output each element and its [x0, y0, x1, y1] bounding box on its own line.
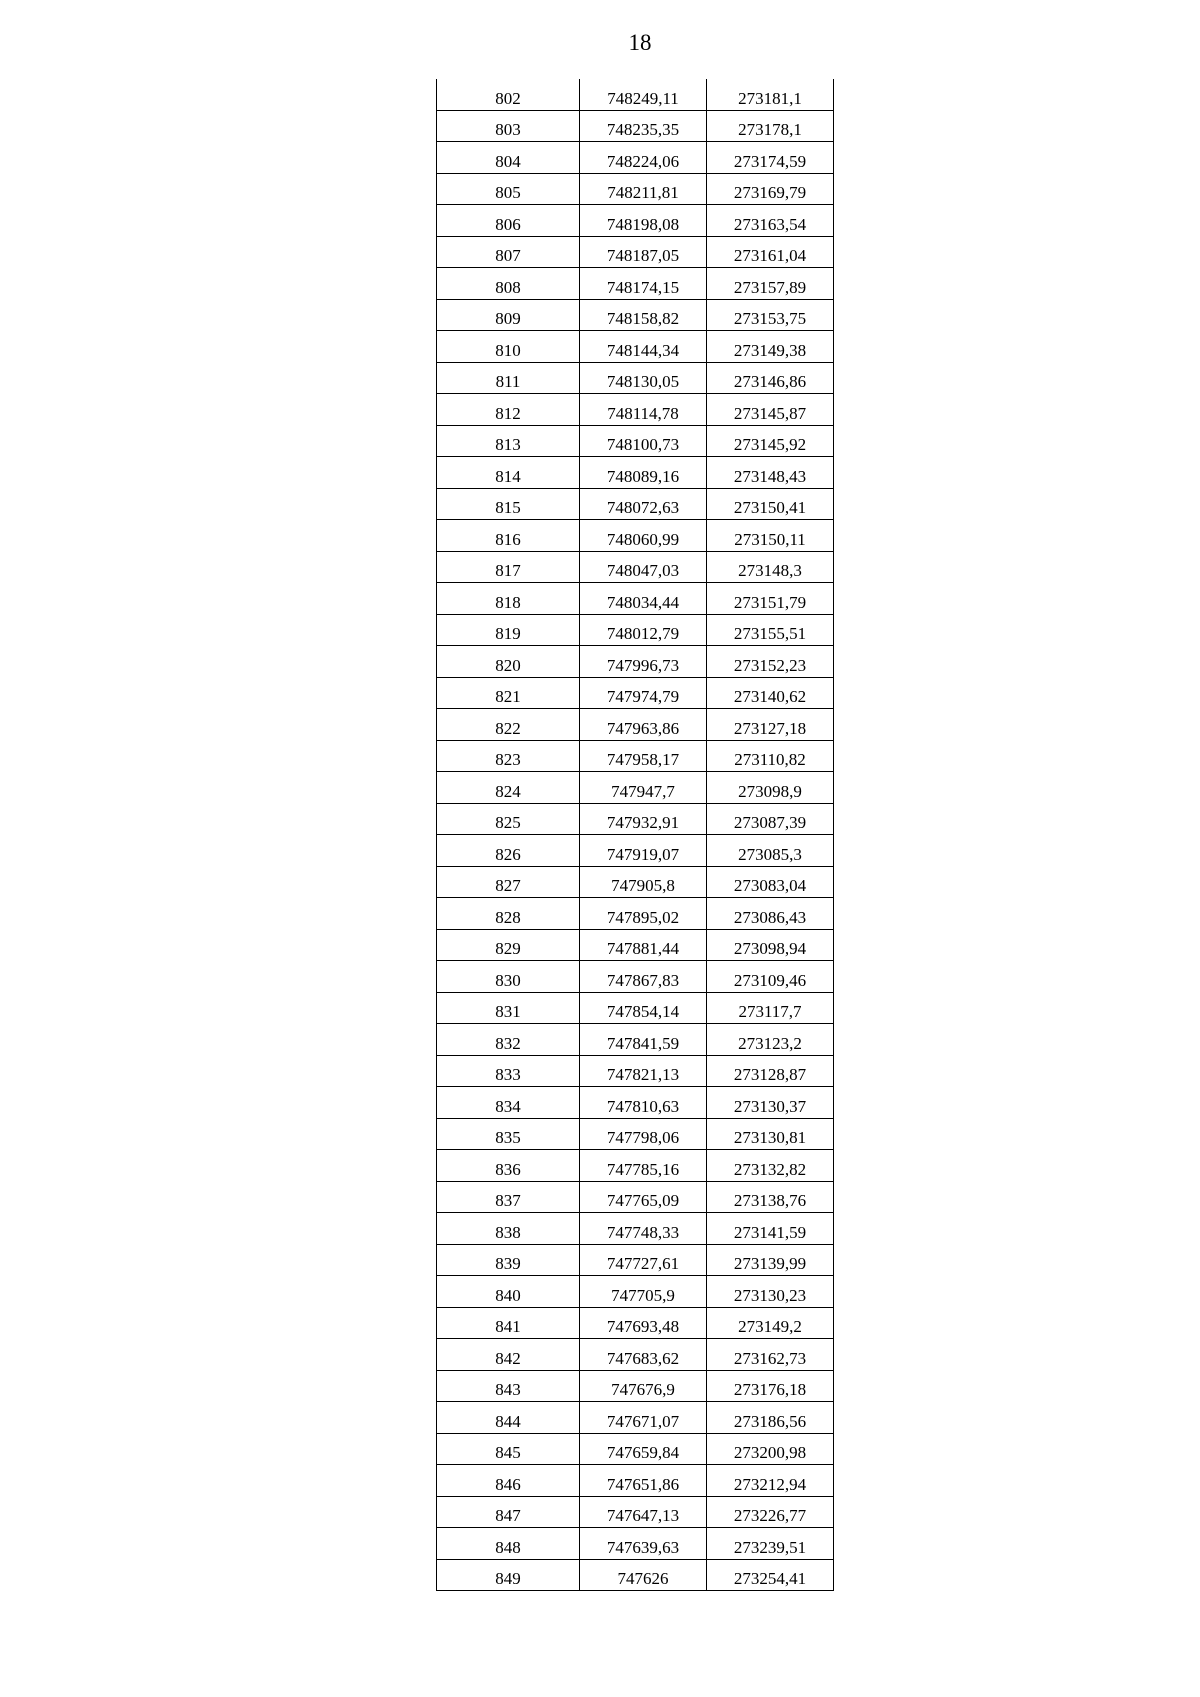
table-row [437, 1276, 834, 1308]
point-number-cell: 819 [437, 614, 580, 646]
x-coordinate-cell: 747651,86 [580, 1465, 707, 1497]
table-row [437, 457, 834, 489]
y-coordinate-cell: 273083,04 [707, 866, 834, 898]
x-coordinate-cell: 748060,99 [580, 520, 707, 552]
x-coordinate-cell: 747705,9 [580, 1276, 707, 1308]
y-coordinate-cell: 273174,59 [707, 142, 834, 174]
x-coordinate-cell: 748224,06 [580, 142, 707, 174]
y-coordinate-cell: 273123,2 [707, 1024, 834, 1056]
x-coordinate-cell: 747810,63 [580, 1087, 707, 1119]
y-coordinate-cell: 273155,51 [707, 614, 834, 646]
point-number-cell: 829 [437, 929, 580, 961]
y-coordinate-cell: 273138,76 [707, 1181, 834, 1213]
y-coordinate-cell: 273141,59 [707, 1213, 834, 1245]
y-coordinate-cell: 273139,99 [707, 1244, 834, 1276]
x-coordinate-cell: 747895,02 [580, 898, 707, 930]
y-coordinate-cell: 273085,3 [707, 835, 834, 867]
point-number-cell: 847 [437, 1496, 580, 1528]
table-row [437, 79, 834, 110]
y-coordinate-cell: 273176,18 [707, 1370, 834, 1402]
y-coordinate-cell: 273157,89 [707, 268, 834, 300]
point-number-cell: 835 [437, 1118, 580, 1150]
table-row [437, 551, 834, 583]
y-coordinate-cell: 273153,75 [707, 299, 834, 331]
x-coordinate-cell: 747727,61 [580, 1244, 707, 1276]
x-coordinate-cell: 747905,8 [580, 866, 707, 898]
table-row [437, 268, 834, 300]
table-row [437, 425, 834, 457]
y-coordinate-cell: 273212,94 [707, 1465, 834, 1497]
x-coordinate-cell: 748158,82 [580, 299, 707, 331]
coordinates-table-body [437, 79, 834, 1591]
point-number-cell: 840 [437, 1276, 580, 1308]
y-coordinate-cell: 273128,87 [707, 1055, 834, 1087]
table-row [437, 1402, 834, 1434]
y-coordinate-cell: 273109,46 [707, 961, 834, 993]
y-coordinate-cell: 273162,73 [707, 1339, 834, 1371]
y-coordinate-cell: 273086,43 [707, 898, 834, 930]
point-number-cell: 833 [437, 1055, 580, 1087]
table-row [437, 929, 834, 961]
x-coordinate-cell: 748144,34 [580, 331, 707, 363]
point-number-cell: 841 [437, 1307, 580, 1339]
point-number-cell: 821 [437, 677, 580, 709]
y-coordinate-cell: 273149,2 [707, 1307, 834, 1339]
point-number-cell: 831 [437, 992, 580, 1024]
table-row [437, 677, 834, 709]
x-coordinate-cell: 747659,84 [580, 1433, 707, 1465]
x-coordinate-cell: 747996,73 [580, 646, 707, 678]
table-row [437, 992, 834, 1024]
point-number-cell: 809 [437, 299, 580, 331]
y-coordinate-cell: 273148,3 [707, 551, 834, 583]
x-coordinate-cell: 747841,59 [580, 1024, 707, 1056]
x-coordinate-cell: 747785,16 [580, 1150, 707, 1182]
y-coordinate-cell: 273132,82 [707, 1150, 834, 1182]
point-number-cell: 849 [437, 1559, 580, 1591]
x-coordinate-cell: 748249,11 [580, 79, 707, 110]
point-number-cell: 834 [437, 1087, 580, 1119]
point-number-cell: 802 [437, 79, 580, 110]
table-row [437, 866, 834, 898]
y-coordinate-cell: 273181,1 [707, 79, 834, 110]
y-coordinate-cell: 273148,43 [707, 457, 834, 489]
y-coordinate-cell: 273130,23 [707, 1276, 834, 1308]
table-row [437, 142, 834, 174]
y-coordinate-cell: 273098,94 [707, 929, 834, 961]
point-number-cell: 826 [437, 835, 580, 867]
x-coordinate-cell: 748034,44 [580, 583, 707, 615]
table-row [437, 1118, 834, 1150]
table-row [437, 488, 834, 520]
table-row [437, 1213, 834, 1245]
point-number-cell: 822 [437, 709, 580, 741]
table-row [437, 299, 834, 331]
x-coordinate-cell: 747919,07 [580, 835, 707, 867]
point-number-cell: 818 [437, 583, 580, 615]
x-coordinate-cell: 748174,15 [580, 268, 707, 300]
table-row [437, 614, 834, 646]
x-coordinate-cell: 747676,9 [580, 1370, 707, 1402]
y-coordinate-cell: 273098,9 [707, 772, 834, 804]
table-row [437, 1150, 834, 1182]
point-number-cell: 830 [437, 961, 580, 993]
x-coordinate-cell: 747693,48 [580, 1307, 707, 1339]
table-row [437, 1244, 834, 1276]
y-coordinate-cell: 273239,51 [707, 1528, 834, 1560]
table-row [437, 646, 834, 678]
point-number-cell: 836 [437, 1150, 580, 1182]
y-coordinate-cell: 273226,77 [707, 1496, 834, 1528]
point-number-cell: 803 [437, 110, 580, 142]
y-coordinate-cell: 273146,86 [707, 362, 834, 394]
x-coordinate-cell: 747671,07 [580, 1402, 707, 1434]
y-coordinate-cell: 273145,87 [707, 394, 834, 426]
x-coordinate-cell: 747765,09 [580, 1181, 707, 1213]
coordinates-table-container [436, 79, 834, 1591]
x-coordinate-cell: 747647,13 [580, 1496, 707, 1528]
table-row [437, 1087, 834, 1119]
table-row [437, 520, 834, 552]
y-coordinate-cell: 273161,04 [707, 236, 834, 268]
y-coordinate-cell: 273152,23 [707, 646, 834, 678]
y-coordinate-cell: 273145,92 [707, 425, 834, 457]
y-coordinate-cell: 273140,62 [707, 677, 834, 709]
point-number-cell: 811 [437, 362, 580, 394]
table-row [437, 740, 834, 772]
x-coordinate-cell: 747867,83 [580, 961, 707, 993]
point-number-cell: 823 [437, 740, 580, 772]
point-number-cell: 845 [437, 1433, 580, 1465]
point-number-cell: 827 [437, 866, 580, 898]
y-coordinate-cell: 273163,54 [707, 205, 834, 237]
page-number: 18 [628, 30, 652, 55]
y-coordinate-cell: 273150,41 [707, 488, 834, 520]
table-row [437, 1559, 834, 1591]
y-coordinate-cell: 273130,81 [707, 1118, 834, 1150]
x-coordinate-cell: 748114,78 [580, 394, 707, 426]
point-number-cell: 843 [437, 1370, 580, 1402]
x-coordinate-cell: 748198,08 [580, 205, 707, 237]
table-row [437, 583, 834, 615]
point-number-cell: 807 [437, 236, 580, 268]
x-coordinate-cell: 747748,33 [580, 1213, 707, 1245]
point-number-cell: 846 [437, 1465, 580, 1497]
table-row [437, 709, 834, 741]
point-number-cell: 806 [437, 205, 580, 237]
table-row [437, 331, 834, 363]
table-row [437, 1181, 834, 1213]
y-coordinate-cell: 273254,41 [707, 1559, 834, 1591]
point-number-cell: 839 [437, 1244, 580, 1276]
y-coordinate-cell: 273178,1 [707, 110, 834, 142]
y-coordinate-cell: 273127,18 [707, 709, 834, 741]
x-coordinate-cell: 747683,62 [580, 1339, 707, 1371]
point-number-cell: 813 [437, 425, 580, 457]
x-coordinate-cell: 748089,16 [580, 457, 707, 489]
y-coordinate-cell: 273200,98 [707, 1433, 834, 1465]
point-number-cell: 816 [437, 520, 580, 552]
y-coordinate-cell: 273087,39 [707, 803, 834, 835]
x-coordinate-cell: 748047,03 [580, 551, 707, 583]
point-number-cell: 844 [437, 1402, 580, 1434]
table-row [437, 1024, 834, 1056]
y-coordinate-cell: 273149,38 [707, 331, 834, 363]
x-coordinate-cell: 747854,14 [580, 992, 707, 1024]
y-coordinate-cell: 273151,79 [707, 583, 834, 615]
point-number-cell: 812 [437, 394, 580, 426]
x-coordinate-cell: 748130,05 [580, 362, 707, 394]
x-coordinate-cell: 747881,44 [580, 929, 707, 961]
table-row [437, 205, 834, 237]
y-coordinate-cell: 273110,82 [707, 740, 834, 772]
table-row [437, 173, 834, 205]
point-number-cell: 804 [437, 142, 580, 174]
table-row [437, 1465, 834, 1497]
point-number-cell: 838 [437, 1213, 580, 1245]
table-row [437, 394, 834, 426]
x-coordinate-cell: 748187,05 [580, 236, 707, 268]
point-number-cell: 842 [437, 1339, 580, 1371]
x-coordinate-cell: 748235,35 [580, 110, 707, 142]
y-coordinate-cell: 273186,56 [707, 1402, 834, 1434]
point-number-cell: 820 [437, 646, 580, 678]
table-row [437, 772, 834, 804]
x-coordinate-cell: 747958,17 [580, 740, 707, 772]
point-number-cell: 828 [437, 898, 580, 930]
x-coordinate-cell: 748100,73 [580, 425, 707, 457]
table-row [437, 1433, 834, 1465]
point-number-cell: 815 [437, 488, 580, 520]
table-row [437, 835, 834, 867]
x-coordinate-cell: 747947,7 [580, 772, 707, 804]
table-row [437, 1496, 834, 1528]
table-row [437, 803, 834, 835]
x-coordinate-cell: 747626 [580, 1559, 707, 1591]
table-row [437, 1528, 834, 1560]
point-number-cell: 832 [437, 1024, 580, 1056]
table-row [437, 1055, 834, 1087]
y-coordinate-cell: 273150,11 [707, 520, 834, 552]
table-row [437, 110, 834, 142]
point-number-cell: 817 [437, 551, 580, 583]
x-coordinate-cell: 747821,13 [580, 1055, 707, 1087]
x-coordinate-cell: 747974,79 [580, 677, 707, 709]
x-coordinate-cell: 747932,91 [580, 803, 707, 835]
table-row [437, 961, 834, 993]
table-row [437, 1339, 834, 1371]
point-number-cell: 808 [437, 268, 580, 300]
table-row [437, 1370, 834, 1402]
point-number-cell: 848 [437, 1528, 580, 1560]
x-coordinate-cell: 748012,79 [580, 614, 707, 646]
x-coordinate-cell: 748072,63 [580, 488, 707, 520]
table-row [437, 362, 834, 394]
point-number-cell: 805 [437, 173, 580, 205]
table-row [437, 236, 834, 268]
x-coordinate-cell: 748211,81 [580, 173, 707, 205]
x-coordinate-cell: 747963,86 [580, 709, 707, 741]
x-coordinate-cell: 747798,06 [580, 1118, 707, 1150]
table-row [437, 1307, 834, 1339]
y-coordinate-cell: 273117,7 [707, 992, 834, 1024]
y-coordinate-cell: 273169,79 [707, 173, 834, 205]
x-coordinate-cell: 747639,63 [580, 1528, 707, 1560]
point-number-cell: 825 [437, 803, 580, 835]
coordinates-table [436, 79, 834, 1591]
point-number-cell: 837 [437, 1181, 580, 1213]
point-number-cell: 810 [437, 331, 580, 363]
y-coordinate-cell: 273130,37 [707, 1087, 834, 1119]
point-number-cell: 824 [437, 772, 580, 804]
table-row [437, 898, 834, 930]
point-number-cell: 814 [437, 457, 580, 489]
